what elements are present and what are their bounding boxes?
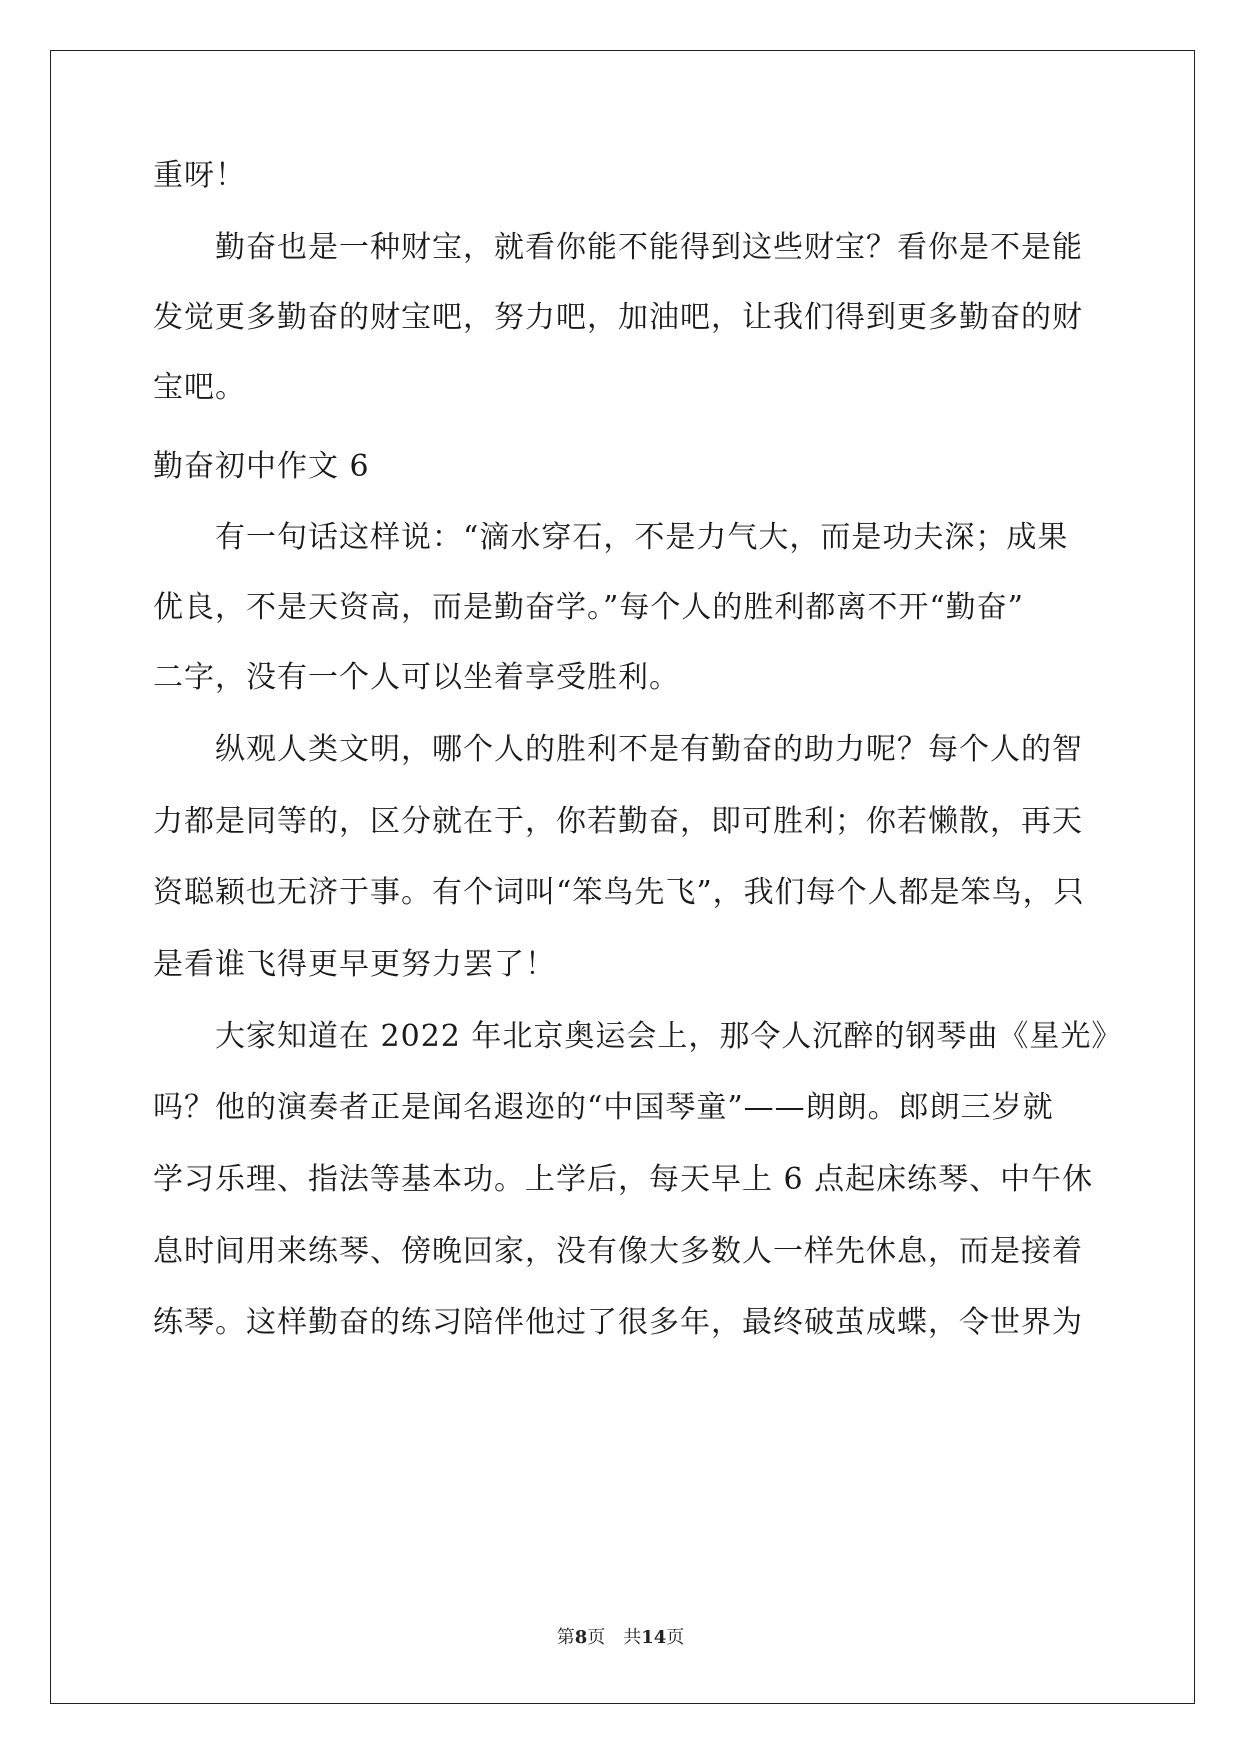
text-line: 发觉更多勤奋的财宝吧，努力吧，加油吧，让我们得到更多勤奋的财 xyxy=(153,300,1083,335)
total-suffix: 页 xyxy=(666,1627,685,1648)
total-prefix: 共 xyxy=(623,1627,642,1648)
text-line: 二字，没有一个人可以坐着享受胜利。 xyxy=(153,660,680,695)
text-line: 学习乐理、指法等基本功。上学后，每天早上 6 点起床练琴、中午休 xyxy=(153,1162,1094,1197)
page-footer xyxy=(0,1626,1241,1650)
page-prefix: 第 xyxy=(556,1627,575,1648)
paragraph-line: 大家知道在 2022 年北京奥运会上，那令人沉醉的钢琴曲《星光》 xyxy=(215,1019,1123,1054)
text-line: 重呀！ xyxy=(153,158,246,193)
text-line: 资聪颖也无济于事。有个词叫“笨鸟先飞”，我们每个人都是笨鸟，只 xyxy=(153,875,1085,910)
text-line: 力都是同等的，区分就在于，你若勤奋，即可胜利；你若懒散，再天 xyxy=(153,804,1083,839)
total-pages: 14 xyxy=(641,1627,667,1648)
paragraph-line: 有一句话这样说：“滴水穿石，不是力气大，而是功夫深；成果 xyxy=(215,520,1069,555)
text-line: 练琴。这样勤奋的练习陪伴他过了很多年，最终破茧成蝶，令世界为 xyxy=(153,1305,1083,1340)
text-line: 优良，不是天资高，而是勤奋学。”每个人的胜利都离不开“勤奋” xyxy=(153,590,1025,625)
text-line: 宝吧。 xyxy=(153,370,246,405)
text-line: 息时间用来练琴、傍晚回家，没有像大多数人一样先休息，而是接着 xyxy=(153,1234,1083,1269)
page-number: 8 xyxy=(574,1627,588,1648)
section-heading: 勤奋初中作文 6 xyxy=(153,449,370,484)
page-suffix: 页 xyxy=(587,1627,606,1648)
text-line: 吗？他的演奏者正是闻名遐迩的“中国琴童”——朗朗。郎朗三岁就 xyxy=(153,1090,1054,1125)
text-line: 是看谁飞得更早更努力罢了！ xyxy=(153,947,556,982)
paragraph-line: 勤奋也是一种财宝，就看你能不能得到这些财宝？看你是不是能 xyxy=(215,230,1083,265)
paragraph-line: 纵观人类文明，哪个人的胜利不是有勤奋的助力呢？每个人的智 xyxy=(215,732,1083,767)
